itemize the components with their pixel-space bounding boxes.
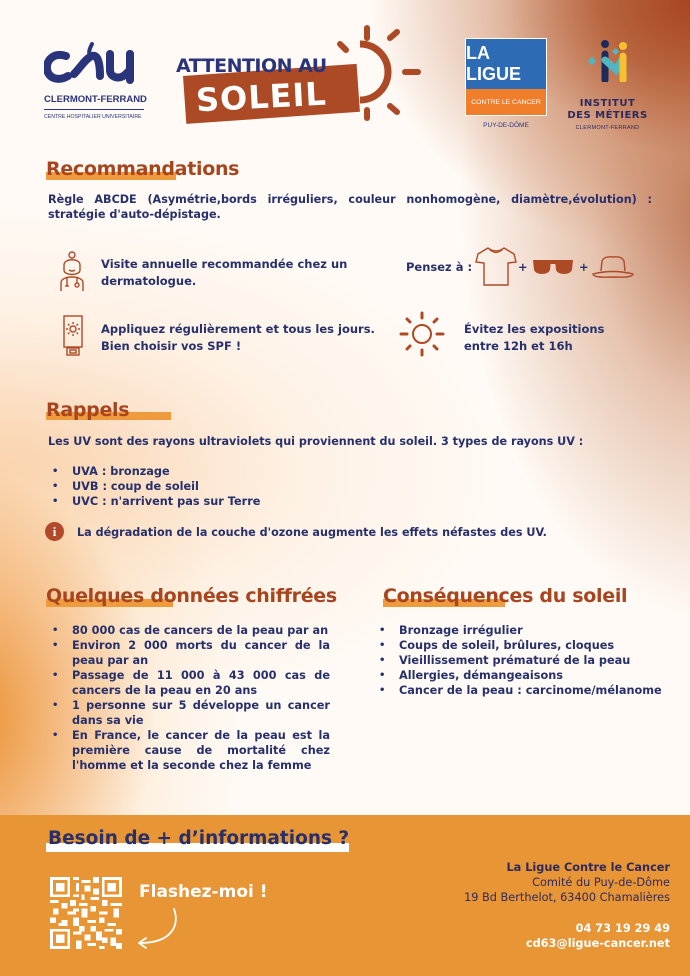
qr-code[interactable] [50,877,122,949]
sun-logo-icon [330,22,425,122]
section-title-donnees: Quelques données chiffrées [46,585,337,607]
abcde-rule-text: Règle ABCDE (Asymétrie,bords irréguliers, couleur nonhomogène, diamètre,évolution) : stratégie d'auto-dépistage. [48,193,652,221]
consequences-list [375,623,685,698]
recommendation-spf: Appliquez régulièrement et tous les jours. Bien choisir vos SPF ! [101,322,375,353]
list-item: • Bronzage irrégulier [375,623,685,638]
list-item: • UVA : bronzage [48,464,448,479]
chu-subtitle: CENTRE HOSPITALIER UNIVERSITAIRE [44,114,142,120]
list-item: • UVC : n'arrivent pas sur Terre [48,494,448,509]
institut-logo [560,40,655,131]
chu-name: CLERMONT-FERRAND [44,94,144,110]
list-item: • Passage de 11 000 à 43 000 cas de cancers de la peau en 20 ans [48,668,330,698]
donnees-list [48,623,330,773]
chu-mark-icon [44,42,144,84]
institut-subtitle: CLERMONT-FERRAND [575,125,640,131]
contact-email[interactable]: cd63@ligue-cancer.net [525,937,670,950]
tshirt-icon [474,245,518,287]
contact-address: 19 Bd Berthelot, 63400 Chamalières [464,891,670,904]
contact-org: La Ligue Contre le Cancer [506,861,670,874]
contact-phone[interactable]: 04 73 19 29 49 [575,922,670,935]
flash-me-label: Flashez-moi ! [139,882,268,902]
contact-block [464,860,670,951]
footer-title: Besoin de + d’informations ? [48,828,350,849]
section-title-recommandations: Recommandations [46,158,240,180]
ozone-note: La dégradation de la couche d'ozone augmente les effets néfastes des UV. [77,526,547,539]
arrow-icon [128,905,183,950]
plus-sign-1: + [518,260,528,274]
sunscreen-icon [63,315,83,357]
doctor-icon [58,250,86,292]
ligue-logo [465,38,547,129]
section-title-consequences: Conséquences du soleil [383,585,628,607]
ligue-subtitle: PUY-DE-DÔME [483,122,529,129]
recommendation-dermatologue: Visite annuelle recommandée chez un dermatologue. [101,257,348,288]
list-item: • Vieillissement prématuré de la peau [375,653,685,668]
info-icon: i [45,522,64,541]
institut-line2: DES MÉTIERS [567,110,648,121]
list-item: • 1 personne sur 5 développe un cancer dans sa vie [48,698,330,728]
section-title-rappels: Rappels [46,399,130,421]
rappels-intro: Les UV sont des rayons ultraviolets qui proviennent du soleil. 3 types de rayons UV : [48,435,584,448]
institut-mark-icon [583,40,633,82]
list-item: • Allergies, démangeaisons [375,668,685,683]
hat-icon [592,255,634,279]
list-item: • En France, le cancer de la peau est la première cause de mortalité chez l'homme et la seconde chez la femme [48,728,330,773]
list-item: • UVB : coup de soleil [48,479,448,494]
contact-committee: Comité du Puy-de-Dôme [532,876,670,889]
sunglasses-icon [533,259,573,275]
sun-hours-icon [398,310,446,358]
chu-logo [44,42,147,120]
pensez-label: Pensez à : [406,260,473,274]
sun-exposure-text: Évitez les expositions entre 12h et 16h [464,322,605,353]
list-item: • Coups de soleil, brûlures, cloques [375,638,685,653]
plus-sign-2: + [579,260,589,274]
institut-line1: INSTITUT [579,98,636,109]
uv-types-list [48,464,448,509]
title-soleil: SOLEIL [195,74,328,120]
list-item: • 80 000 cas de cancers de la peau par an [48,623,330,638]
ligue-logo-top: LA LIGUE [465,38,547,89]
list-item: • Environ 2 000 morts du cancer de la peau par an [48,638,330,668]
list-item: • Cancer de la peau : carcinome/mélanome [375,683,685,698]
ligue-logo-bottom: CONTRE LE CANCER [465,89,547,116]
title-attention: ATTENTION AU [176,55,327,77]
